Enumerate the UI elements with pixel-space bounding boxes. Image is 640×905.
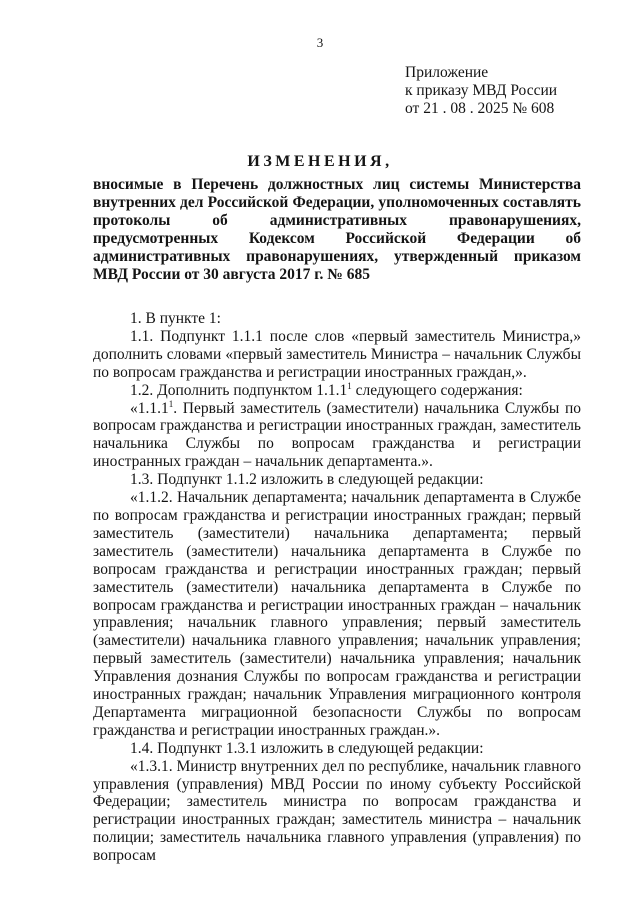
document-body	[93, 310, 581, 865]
paragraph-1-2	[93, 382, 581, 400]
paragraph-1-3-1: «1.3.1. Министр внутренних дел по республике, начальник главного управления (управления) МВД России по иному субъекту Российской Федерации; заместитель министра по вопросам гражданства и регистрации иностранных граждан; заместитель министра – начальник полиции; заместитель начальника главного управления (управления) по вопросам	[93, 757, 581, 865]
paragraph-1-4: 1.4. Подпункт 1.3.1 изложить в следующей редакции:	[130, 739, 484, 757]
paragraph-1-1-1-1-start: «1.1.1	[130, 399, 169, 417]
paragraph-1-1-1-1-text: . Первый заместитель (заместители) начальника Службы по вопросам гражданства и регистрации иностранных граждан, заместитель начальника Службы по вопросам гражданства и регистрации иностранных граждан – начальник департамента.».	[93, 399, 581, 471]
paragraph-1-1-1-1	[93, 400, 581, 472]
appendix-title: Приложение	[405, 64, 489, 81]
superscript: 1	[168, 398, 174, 409]
appendix-block	[405, 64, 557, 118]
page-number: 3	[316, 35, 324, 50]
superscript: 1	[347, 380, 352, 391]
paragraph-1-1-2: «1.1.2. Начальник департамента; начальник департамента в Службе по вопросам гражданства и регистрации иностранных граждан; первый заместитель (заместители) начальника департамента; первый заместитель (заместители) начальника департамента в Службе по вопросам гражданства и регистрации иностранных граждан; первый заместитель (заместители) начальника департамента в Службе по вопросам гражданства и регистрации иностранных граждан – начальник управления; начальник главного управления; первый заместитель (заместители) начальника главного управления; начальник управления; первый заместитель (заместители) начальника управления; начальник Управления дознания Службы по вопросам гражданства и регистрации иностранных граждан; начальник Управления миграционного контроля Департамента миграционной безопасности Службы по вопросам гражданства и регистрации иностранных граждан.».	[93, 489, 581, 739]
paragraph-1-2-text: 1.2. Дополнить подпунктом 1.1.1	[130, 381, 348, 399]
paragraph-1: 1. В пункте 1:	[130, 310, 221, 327]
document-title: ИЗМЕНЕНИЯ,	[247, 153, 393, 170]
paragraph-1-1: 1.1. Подпункт 1.1.1 после слов «первый заместитель Министра,» дополнить словами «первый заместитель Министра – начальник Службы по вопросам гражданства и регистрации иностранных граждан,».	[93, 327, 581, 381]
paragraph-1-2-tail: следующего содержания:	[351, 381, 523, 399]
appendix-order-ref: к приказу МВД России	[405, 82, 558, 99]
appendix-order-date: от 21 . 08 . 2025 № 608	[405, 100, 555, 117]
document-subtitle: вносимые в Перечень должностных лиц системы Министерства внутренних дел Российской Федерации, уполномоченных составлять протоколы об административных правонарушениях, предусмотренных Кодексом Российской Федерации об административных правонарушениях, утвержденный приказом МВД России от 30 августа 2017 г. № 685	[93, 176, 581, 283]
paragraph-1-3: 1.3. Подпункт 1.1.2 изложить в следующей редакции:	[130, 471, 484, 489]
